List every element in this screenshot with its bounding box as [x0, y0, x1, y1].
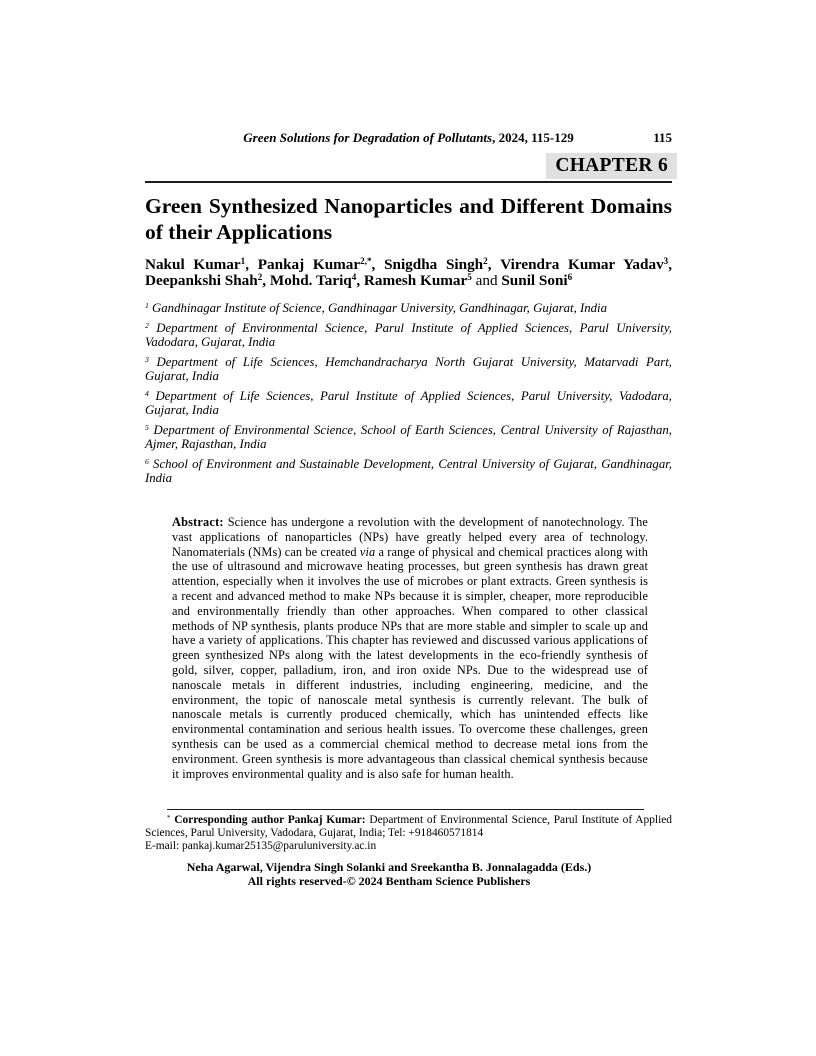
issue-info: , 2024, 115-129: [492, 130, 574, 145]
book-title: Green Solutions for Degradation of Pollutants: [243, 130, 493, 145]
abstract: [172, 515, 648, 781]
footnote-email: E-mail: pankaj.kumar25135@paruluniversity.ac.in: [145, 840, 377, 853]
page-content: [145, 0, 672, 1056]
author-name: Ramesh Kumar$^5$: [363, 272, 472, 289]
affiliation-number: 4: [145, 389, 149, 399]
author-separator: ,: [668, 256, 673, 273]
affiliation-list: [145, 301, 672, 491]
chapter-badge: CHAPTER 6: [546, 153, 677, 179]
affiliation-number: 3: [145, 355, 149, 365]
author-name: Snigdha Singh$^2$: [384, 256, 488, 273]
author-line: [145, 257, 672, 289]
author-separator: ,: [487, 256, 501, 273]
editors-line: Neha Agarwal, Vijendra Singh Solanki and Sreekantha B. Jonnalagadda (Eds.): [186, 860, 592, 874]
running-header: [145, 130, 672, 147]
author-affiliation-ref: 6: [567, 272, 573, 283]
author-name: Virendra Kumar Yadav$^3$: [500, 256, 669, 273]
author-name: Nakul Kumar$^1$: [145, 256, 246, 273]
footnote-label: Corresponding author Pankaj Kumar:: [174, 814, 366, 826]
affiliation-number: 6: [145, 457, 149, 467]
author-separator: ,: [245, 256, 258, 273]
author-name: Pankaj Kumar$^{2,*}$: [257, 256, 372, 273]
author-affiliation-ref: 2: [257, 272, 263, 283]
author-name: Deepankshi Shah$^2$: [145, 272, 263, 289]
affiliation: $^4$ Department of Life Sciences, Parul Institute of Applied Sciences, Parul University, Vadodara, Gujarat, India: [145, 389, 672, 417]
author-affiliation-ref: 4: [351, 272, 357, 283]
running-header-title: [145, 130, 672, 146]
abstract-label: Abstract:: [172, 515, 224, 529]
affiliation: $^6$ School of Environment and Sustainable Development, Central University of Gujarat, Gandhinagar, India: [145, 457, 672, 485]
affiliation: $^5$ Department of Environmental Science, School of Earth Sciences, Central University of Rajasthan, Ajmer, Rajasthan, India: [145, 423, 672, 451]
affiliation: $^3$ Department of Life Sciences, Hemchandracharya North Gujarat University, Matarvadi Part, Gujarat, India: [145, 355, 672, 383]
page-number: 115: [653, 130, 672, 145]
corresponding-author-footnote: [145, 814, 672, 854]
colophon: [145, 861, 633, 888]
abstract-text-1: Science has undergone a revolution with the development of nanotechnology. The vast applications of nanoparticles (NPs) have greatly helped every area of technology. Nanomaterials (NMs) can be created: [172, 515, 648, 559]
affiliation-number: 2: [145, 321, 149, 331]
author-affiliation-ref: 2: [483, 256, 488, 267]
author-name: Sunil Soni$^6$: [501, 272, 573, 289]
author-separator: ,: [371, 256, 385, 273]
affiliation-number: 5: [145, 423, 149, 433]
author-separator: ,: [356, 272, 364, 289]
footnote-rule: [167, 809, 644, 810]
footnote-text: Department of Environmental Science, Parul Institute of Applied Sciences, Parul University, Vadodara, Gujarat, India; Tel: +918460571814: [145, 814, 673, 840]
author-separator: ,: [262, 272, 270, 289]
footnote-main: [145, 814, 672, 840]
author-affiliation-ref: 1: [240, 256, 246, 267]
author-separator: and: [471, 272, 502, 289]
rights-line: All rights reserved-© 2024 Bentham Science Publishers: [247, 873, 531, 888]
footnote-marker: *: [167, 814, 171, 822]
author-affiliation-ref: 2,*: [360, 256, 372, 267]
affiliation-number: 1: [145, 301, 149, 311]
affiliation: $^2$ Department of Environmental Science, Parul Institute of Applied Sciences, Parul University, Vadodara, Gujarat, India: [145, 321, 672, 349]
abstract-italic-word: via: [359, 544, 376, 559]
affiliation: $^1$ Gandhinagar Institute of Science, Gandhinagar University, Gandhinagar, Gujarat, India: [145, 301, 608, 315]
header-rule: [145, 181, 672, 183]
chapter-title: Green Synthesized Nanoparticles and Different Domains of their Applications: [145, 194, 672, 244]
author-affiliation-ref: 5: [467, 272, 472, 283]
abstract-text-2: a range of physical and chemical practices along with the use of ultrasound and microwave heating processes, but green synthesis has drawn great attention, especially when it involves the use of microbes or plant extracts. Green synthesis is a recent and advanced method to make NPs because it is simpler, cheaper, more reproducible and environmentally friendly than other approaches. When compared to other classical methods of NP synthesis, plants produce NPs that are more stable and simpler to scale up and have a variety of applications. This chapter has reviewed and discussed various applications of green synthesized NPs along with the latest developments in the eco-friendly synthesis of gold, silver, copper, palladium, iron, and iron oxide NPs. Due to the widespread use of nanoscale metals in different industries, including engineering, medicine, and the environment, the topic of nanoscale metal synthesis is currently relevant. The bulk of nanoscale metals is currently produced chemically, which has unintended effects like environmental contamination and serious health issues. To overcome these challenges, green synthesis can be used as a commercial chemical method to decrease metal ions from the environment. Green synthesis is more advantageous than classical chemical synthesis because it improves environmental quality and is also safe for human health.: [172, 544, 648, 781]
author-affiliation-ref: 3: [663, 256, 669, 267]
author-name: Mohd. Tariq$^4$: [269, 272, 357, 289]
